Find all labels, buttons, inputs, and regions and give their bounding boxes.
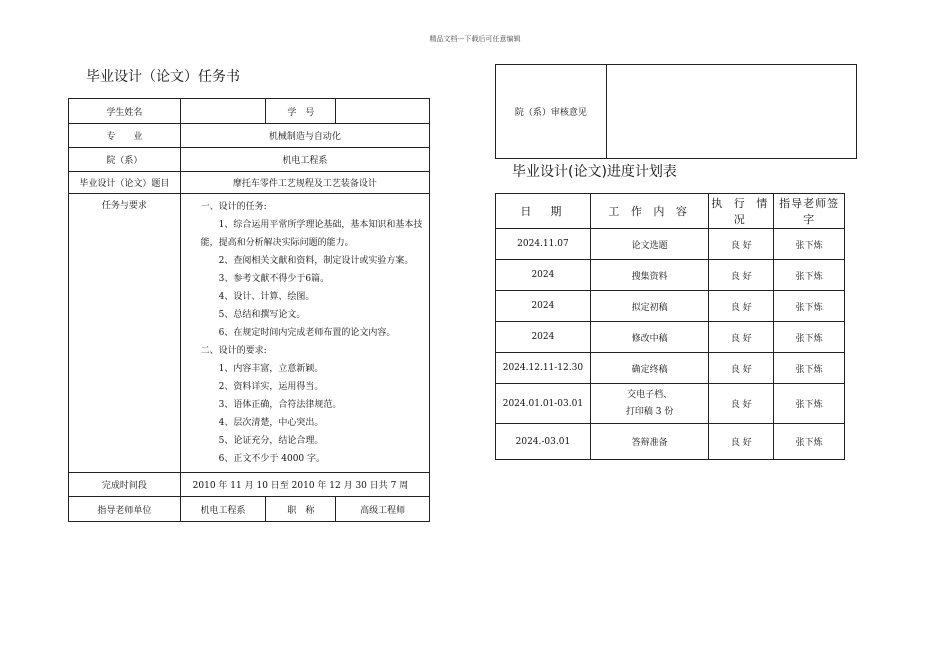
- req-line: 一、设计的任务:: [200, 202, 267, 212]
- progress-row: [496, 353, 845, 384]
- header-note: 精品文档---下载后可任意编辑: [429, 35, 521, 43]
- progress-content-line: 打印稿 3 份: [625, 406, 674, 417]
- req-line: 5、论证充分，结论合理。: [218, 436, 324, 446]
- requirements-label: 任务与要求: [69, 194, 181, 473]
- advisor-unit-value: 机电工程系: [180, 497, 266, 522]
- progress-content: 搜集资料: [590, 260, 709, 291]
- progress-status: 良 好: [709, 291, 774, 322]
- req-line: 6、在规定时间内完成老师布置的论文内容。: [218, 328, 396, 338]
- progress-row: [496, 291, 845, 322]
- task-table: [68, 98, 430, 522]
- dept-label: 院（系）: [69, 148, 181, 172]
- progress-advisor: 张下炼: [774, 384, 845, 424]
- progress-status: 良 好: [709, 260, 774, 291]
- progress-content: 论文选题: [590, 229, 709, 260]
- row-dept: [69, 148, 430, 172]
- progress-date: 2024: [496, 260, 591, 291]
- progress-content-line: 交电子档、: [627, 389, 673, 400]
- student-id-value: [336, 99, 430, 124]
- progress-status: 良 好: [709, 384, 774, 424]
- student-id-label: 学 号: [266, 99, 336, 124]
- period-value: 2010 年 11 月 10 日至 2010 年 12 月 30 日共 7 周: [180, 473, 429, 497]
- period-label: 完成时间段: [69, 473, 181, 497]
- req-line: 4、设计、计算、绘图。: [218, 292, 315, 302]
- row-period: [69, 473, 430, 497]
- dept-value: 机电工程系: [180, 148, 429, 172]
- row-topic: [69, 172, 430, 194]
- row-advisor: [69, 497, 430, 522]
- req-line: 3、参考文献不得少于6篇。: [218, 274, 330, 284]
- req-line: 2、查阅相关文献和资料，制定设计或实验方案。: [218, 256, 414, 266]
- progress-content: 拟定初稿: [590, 291, 709, 322]
- progress-header-row: [496, 194, 845, 229]
- progress-status: 良 好: [709, 424, 774, 460]
- req-line: 1、内容丰富，立意新颖。: [218, 364, 324, 374]
- progress-advisor: 张下炼: [774, 229, 845, 260]
- title-label: 职 称: [266, 497, 336, 522]
- header-advisor-text: 指导老师签字: [779, 196, 840, 226]
- review-table: [495, 64, 857, 159]
- progress-advisor: 张下炼: [774, 353, 845, 384]
- req-line: 5、总结和撰写论文。: [218, 310, 306, 320]
- row-major: [69, 124, 430, 148]
- progress-content: [590, 384, 709, 424]
- progress-advisor: 张下炼: [774, 260, 845, 291]
- req-line: 2、资料详实，运用得当。: [218, 382, 324, 392]
- progress-date: 2024.-03.01: [496, 424, 591, 460]
- progress-row: [496, 260, 845, 291]
- progress-status: 良 好: [709, 322, 774, 353]
- row-requirements: [69, 194, 430, 473]
- req-line: 1、综合运用平常所学理论基础，基本知识和基本技能，提高和分析解决实际问题的能力。: [200, 220, 423, 248]
- topic-value: 摩托车零件工艺规程及工艺装备设计: [180, 172, 429, 194]
- student-name-value: [180, 99, 266, 124]
- progress-title: 毕业设计(论文)进度计划表: [512, 164, 677, 180]
- progress-date: 2024.01.01-03.01: [496, 384, 591, 424]
- progress-table: [495, 193, 845, 460]
- progress-date: 2024: [496, 291, 591, 322]
- task-title: 毕业设计（论文）任务书: [86, 69, 240, 85]
- progress-advisor: 张下炼: [774, 291, 845, 322]
- review-value: [606, 65, 856, 159]
- progress-advisor: 张下炼: [774, 322, 845, 353]
- progress-content: 答辩准备: [590, 424, 709, 460]
- progress-status: 良 好: [709, 229, 774, 260]
- header-status: 执 行 情 况: [709, 194, 774, 229]
- progress-status: 良 好: [709, 353, 774, 384]
- progress-date: 2024.11.07: [496, 229, 591, 260]
- row-student: [69, 99, 430, 124]
- req-line: 6、正文不少于 4000 字。: [218, 454, 326, 464]
- major-value: 机械制造与自动化: [180, 124, 429, 148]
- header-advisor: [774, 194, 845, 229]
- req-line: 3、语体正确，合符法律规范。: [218, 400, 342, 410]
- progress-row: [496, 384, 845, 424]
- student-name-label: 学生姓名: [69, 99, 181, 124]
- title-value: 高级工程师: [336, 497, 430, 522]
- topic-label: 毕业设计（论文）题目: [69, 172, 181, 194]
- progress-content: 确定终稿: [590, 353, 709, 384]
- progress-row: [496, 229, 845, 260]
- progress-row: [496, 424, 845, 460]
- requirements-text: [180, 194, 429, 473]
- major-label: 专 业: [69, 124, 181, 148]
- progress-date: 2024: [496, 322, 591, 353]
- req-line: 二、设计的要求:: [200, 346, 267, 356]
- progress-advisor: 张下炼: [774, 424, 845, 460]
- progress-row: [496, 322, 845, 353]
- header-date: 日 期: [496, 194, 591, 229]
- header-content: 工 作 内 容: [590, 194, 709, 229]
- progress-date: 2024.12.11-12.30: [496, 353, 591, 384]
- advisor-unit-label: 指导老师单位: [69, 497, 181, 522]
- progress-content: 修改中稿: [590, 322, 709, 353]
- req-line: 4、层次清楚，中心突出。: [218, 418, 324, 428]
- review-label: 院（系）审核意见: [496, 65, 607, 159]
